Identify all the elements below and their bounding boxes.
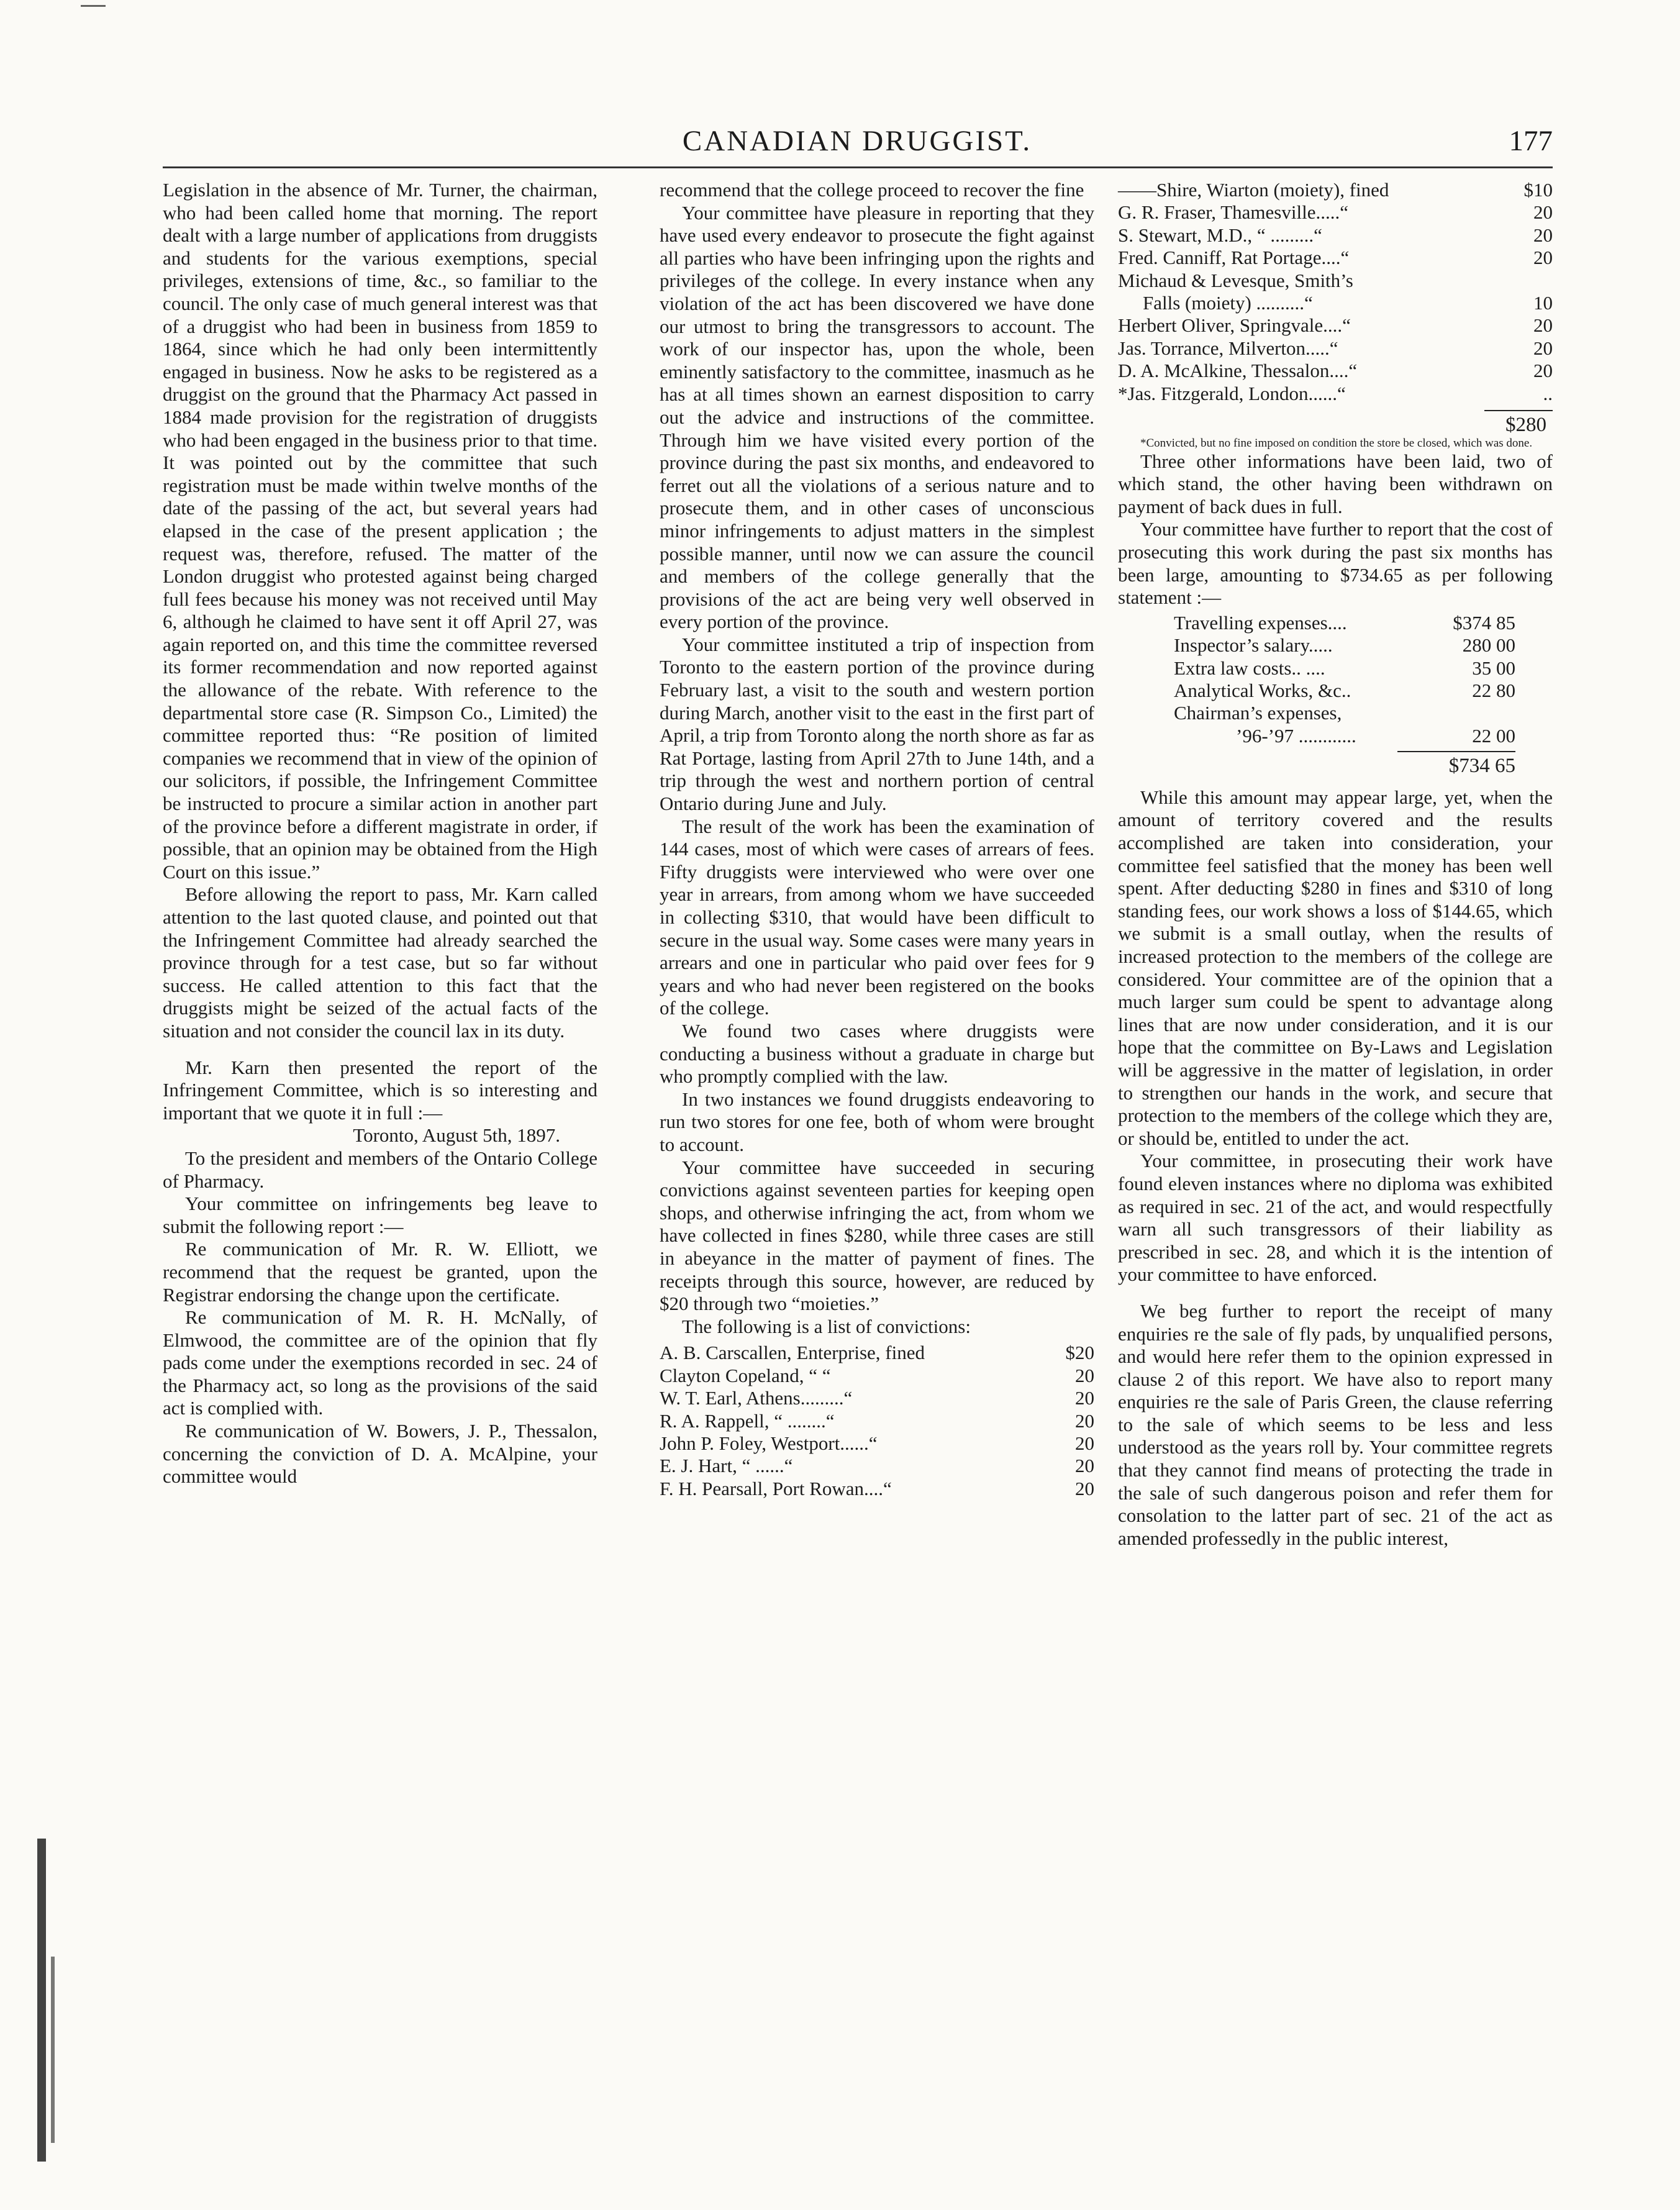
conviction-row bbox=[1118, 337, 1553, 360]
column-2 bbox=[660, 179, 1094, 1500]
paragraph: Your committee have further to report that the cost of prosecuting this work during the past six months has been large, amounting to $734.65 as per following statement :— bbox=[1118, 518, 1553, 609]
paragraph: The result of the work has been the examination of 144 cases, most of which were cases of arrears of fees. Fifty druggists were interviewed who were over one year in arrears, from among whom we have succeeded in collecting $310, that would have been difficult to secure in the usual way. Some cases were many years in arrears and one in particular who paid over fees for 9 years and who had never been registered on the books of the college. bbox=[660, 815, 1094, 1019]
conviction-row bbox=[660, 1432, 1094, 1455]
expense-label: Inspector’s salary..... bbox=[1174, 634, 1333, 657]
conviction-row bbox=[660, 1387, 1094, 1409]
conviction-amount: 10 bbox=[1533, 292, 1553, 314]
conviction-row bbox=[1118, 383, 1553, 405]
convictions-list-part-1 bbox=[660, 1342, 1094, 1500]
paragraph: In two instances we found druggists endeavoring to run two stores for one fee, both of whom were brought to account. bbox=[660, 1088, 1094, 1155]
conviction-row bbox=[1118, 292, 1553, 314]
top-edge-mark bbox=[81, 5, 106, 7]
expenses-total-rule bbox=[1397, 751, 1515, 752]
conviction-row bbox=[660, 1478, 1094, 1500]
conviction-amount: 20 bbox=[1533, 224, 1553, 246]
expense-amount: 35 00 bbox=[1472, 657, 1515, 679]
conviction-row bbox=[1118, 224, 1553, 247]
paragraph: Mr. Karn then presented the report of the Infringement Committee, which is so interesting and important that we quote it in full :— bbox=[163, 1056, 597, 1124]
conviction-row bbox=[1118, 270, 1553, 292]
conviction-name: Michaud & Levesque, Smith’s bbox=[1118, 269, 1353, 291]
expense-label: Extra law costs.. .... bbox=[1174, 657, 1325, 679]
header-rule bbox=[163, 166, 1553, 168]
conviction-name: W. T. Earl, Athens.........“ bbox=[660, 1387, 853, 1409]
conviction-amount: 20 bbox=[1075, 1455, 1094, 1477]
paragraph: Before allowing the report to pass, Mr. Karn called attention to the last quoted clause, and pointed out that the Infringement Committee had already searched the province through for a test case, but so far without success. He called attention to this fact that the druggists might be seized of the actual facts of the situation and not consider the council lax in its duty. bbox=[163, 883, 597, 1042]
page-header bbox=[161, 124, 1553, 161]
conviction-row bbox=[1118, 314, 1553, 337]
conviction-name: S. Stewart, M.D., “ .........“ bbox=[1118, 224, 1322, 246]
paragraph: Legislation in the absence of Mr. Turner, the chairman, who had been called home that morning. The report dealt with a large number of applications from druggists and students for the various exemptions, special privileges, extensions of time, &c., so familiar to the council. The only case of much general interest was that of a druggist who had been in business from 1859 to 1864, since which he had only been intermittently engaged in business. Now he asks to be registered as a druggist on the ground that the Pharmacy Act passed in 1884 made provision for the registration of druggists who had been engaged in the business prior to that time. It was pointed out by the committee that such registration must be made within twelve months of the date of the passing of the act, but several years had elapsed in the case of the present application ; the request was, therefore, refused. The matter of the London druggist who protested against being charged full fees because his money was not received until May 6, although he claimed to have sent it off April 27, was again reported on, and this time the committee reversed its former recommendation and now reported against the allowance of the rebate. With reference to the departmental store case (R. Simpson Co., Limited) the committee reported thus: “Re position of limited companies we recommend that in view of the opinion of our solicitors, if possible, the Infringement Committee be instructed to procure a similar action in another part of the province before a different magistrate in order, if possible, that an opinion may be obtained from the High Court on this issue.” bbox=[163, 179, 597, 883]
convictions-list-part-2 bbox=[1118, 179, 1553, 405]
conviction-amount: .. bbox=[1543, 382, 1553, 404]
conviction-row bbox=[660, 1365, 1094, 1387]
column-3 bbox=[1118, 179, 1553, 1550]
expenses-statement bbox=[1174, 612, 1553, 747]
paragraph: Re communication of Mr. R. W. Elliott, we recommend that the request be granted, upon the Registrar endorsing the change upon the certificate. bbox=[163, 1238, 597, 1306]
conviction-amount: 20 bbox=[1075, 1409, 1094, 1432]
conviction-row bbox=[1118, 201, 1553, 224]
column-1 bbox=[163, 179, 597, 1488]
convictions-total: $280 bbox=[1505, 414, 1546, 437]
conviction-amount: 20 bbox=[1075, 1477, 1094, 1499]
page-number: 177 bbox=[1509, 125, 1553, 157]
expense-amount: 280 00 bbox=[1462, 634, 1515, 657]
conviction-name: Clayton Copeland, “ “ bbox=[660, 1364, 831, 1386]
paragraph: Re communication of W. Bowers, J. P., Thessalon, concerning the conviction of D. A. McAlpine, your committee would bbox=[163, 1420, 597, 1488]
expense-amount: 22 00 bbox=[1472, 724, 1515, 747]
expense-row bbox=[1174, 634, 1553, 657]
expense-row bbox=[1174, 612, 1553, 634]
conviction-name: *Jas. Fitzgerald, London......“ bbox=[1118, 382, 1346, 404]
conviction-row bbox=[1118, 179, 1553, 201]
paragraph: While this amount may appear large, yet, when the amount of territory covered and the results accomplished are taken into consideration, your committee feel satisfied that the money has been well spent. After deducting $280 in fines and $310 of long standing fees, our work shows a loss of $144.65, which we submit is a small outlay, when the results of increased protection to the members of the college are considered. Your committee are of the opinion that a much larger sum could be spent to advantage along lines that are now under consideration, and it is our hope that the committee on By-Laws and Legislation will be aggressive in the matter of legislation, in order to strengthen our hands in the work, and secure that protection to the members of the college which they are, or should be, entitled to under the act. bbox=[1118, 786, 1553, 1149]
conviction-name: A. B. Carscallen, Enterprise, fined bbox=[660, 1342, 925, 1364]
conviction-name: Falls (moiety) ..........“ bbox=[1143, 292, 1313, 314]
paragraph: Your committee on infringements beg leave to submit the following report :— bbox=[163, 1193, 597, 1237]
expense-amount: $374 85 bbox=[1453, 611, 1515, 634]
conviction-amount: 20 bbox=[1075, 1387, 1094, 1409]
conviction-amount: 20 bbox=[1533, 247, 1553, 269]
conviction-row bbox=[1118, 247, 1553, 269]
expense-label: Travelling expenses.... bbox=[1174, 611, 1347, 634]
conviction-row bbox=[660, 1455, 1094, 1477]
paragraph: We found two cases where druggists were conducting a business without a graduate in charge but who promptly complied with the law. bbox=[660, 1019, 1094, 1088]
binding-edge-mark bbox=[37, 1839, 46, 2162]
paragraph: Your committee have succeeded in securing convictions against seventeen parties for keeping open shops, and otherwise infringing the act, from whom we have collected in fines $280, while three cases are still in abeyance in the matter of payment of fines. The receipts through this source, however, are reduced by $20 through two “moieties.” bbox=[660, 1156, 1094, 1315]
paragraph: Your committee instituted a trip of inspection from Toronto to the eastern portion of the province during February last, a visit to the south and western portion during March, another visit to the east in the first part of April, a trip from Toronto along the north shore as far as Rat Portage, lasting from April 27th to June 14th, and a trip through the west and northern portion of central Ontario during June and July. bbox=[660, 633, 1094, 815]
conviction-name: Herbert Oliver, Springvale....“ bbox=[1118, 314, 1351, 337]
expense-label: ’96-’97 ............ bbox=[1236, 724, 1356, 747]
conviction-name: D. A. McAlkine, Thessalon....“ bbox=[1118, 360, 1358, 382]
conviction-name: F. H. Pearsall, Port Rowan....“ bbox=[660, 1477, 892, 1499]
conviction-row bbox=[660, 1342, 1094, 1364]
conviction-row bbox=[1118, 360, 1553, 382]
letter-date: Toronto, August 5th, 1897. bbox=[353, 1124, 560, 1147]
conviction-amount: 20 bbox=[1533, 360, 1553, 382]
conviction-amount: 20 bbox=[1533, 201, 1553, 224]
conviction-amount: 20 bbox=[1533, 314, 1553, 337]
conviction-amount: 20 bbox=[1075, 1364, 1094, 1386]
conviction-name: R. A. Rappell, “ ........“ bbox=[660, 1409, 835, 1432]
journal-title: CANADIAN DRUGGIST. bbox=[682, 125, 1032, 157]
paragraph: The following is a list of convictions: bbox=[682, 1315, 971, 1337]
conviction-amount: 20 bbox=[1533, 337, 1553, 359]
conviction-amount: $10 bbox=[1523, 179, 1553, 201]
footnote: *Convicted, but no fine imposed on condition the store be closed, which was done. bbox=[1140, 436, 1533, 450]
conviction-amount bbox=[1509, 270, 1553, 292]
expense-row bbox=[1174, 657, 1553, 680]
conviction-name: Fred. Canniff, Rat Portage....“ bbox=[1118, 247, 1350, 269]
paragraph: Your committee, in prosecuting their work have found eleven instances where no diploma was exhibited as required in sec. 21 of the act, and would respectfully warn all such transgressors of their liability as prescribed in sec. 28, and which it is the intention of your committee to have enforced. bbox=[1118, 1150, 1553, 1286]
conviction-row bbox=[660, 1410, 1094, 1432]
paragraph: recommend that the college proceed to recover the fine bbox=[660, 179, 1084, 201]
paragraph: To the president and members of the Ontario College of Pharmacy. bbox=[163, 1147, 597, 1192]
expense-label: Chairman’s expenses, bbox=[1174, 702, 1342, 724]
expense-label: Analytical Works, &c.. bbox=[1174, 680, 1351, 702]
paragraph: We beg further to report the receipt of many enquiries re the sale of fly pads, by unqualified persons, and would here refer them to the opinion expressed in clause 2 of this report. We have also to report many enquiries re the sale of Paris Green, the clause referring to the sale of which seems to be less and less understood as the years roll by. Your committee regrets that they cannot find means of protecting the trade in the sale of such dangerous poison and refer them for consolation to the latter part of sec. 21 of the act as amended professedly in the public interest, bbox=[1118, 1299, 1553, 1549]
expense-row bbox=[1174, 725, 1553, 747]
conviction-amount: 20 bbox=[1075, 1432, 1094, 1454]
paragraph: Re communication of M. R. H. McNally, of Elmwood, the committee are of the opinion that fly pads come under the exemptions recorded in sec. 24 of the Pharmacy act, so long as the provisions of the said act is complied with. bbox=[163, 1306, 597, 1419]
expense-row bbox=[1174, 702, 1553, 724]
conviction-name: John P. Foley, Westport......“ bbox=[660, 1432, 878, 1454]
conviction-name: Jas. Torrance, Milverton.....“ bbox=[1118, 337, 1338, 359]
binding-edge-mark bbox=[51, 1957, 55, 2143]
conviction-name: E. J. Hart, “ ......“ bbox=[660, 1455, 793, 1477]
conviction-amount: $20 bbox=[1065, 1342, 1094, 1364]
expense-amount bbox=[1441, 702, 1515, 724]
conviction-name: G. R. Fraser, Thamesville.....“ bbox=[1118, 201, 1348, 224]
expense-amount: 22 80 bbox=[1472, 680, 1515, 702]
conviction-name: ——Shire, Wiarton (moiety), fined bbox=[1118, 179, 1389, 201]
paragraph: Your committee have pleasure in reporting that they have used every endeavor to prosecute the fight against all parties who have been infringing upon the rights and privileges of the college. In every instance when any violation of the act has been discovered we have done our utmost to bring the transgressors to account. The work of our inspector has, upon the whole, been eminently satisfactory to the committee, inasmuch as he has at all times shown an earnest disposition to carry out the advice and instructions of the committee. Through him we have visited every portion of the province during the past six months, and endeavored to ferret out all the violations of a serious nature and to prosecute them, and in other cases of unconscious minor infringements to adjust matters in the simplest possible manner, until now we can assure the council and members of the college generally that the provisions of the act are being very well observed in every portion of the province. bbox=[660, 201, 1094, 633]
total-rule bbox=[1118, 405, 1553, 414]
paragraph: Three other informations have been laid, two of which stand, the other having been withdrawn on payment of back dues in full. bbox=[1118, 450, 1553, 517]
expenses-total: $734 65 bbox=[1448, 755, 1515, 778]
expense-row bbox=[1174, 680, 1553, 702]
